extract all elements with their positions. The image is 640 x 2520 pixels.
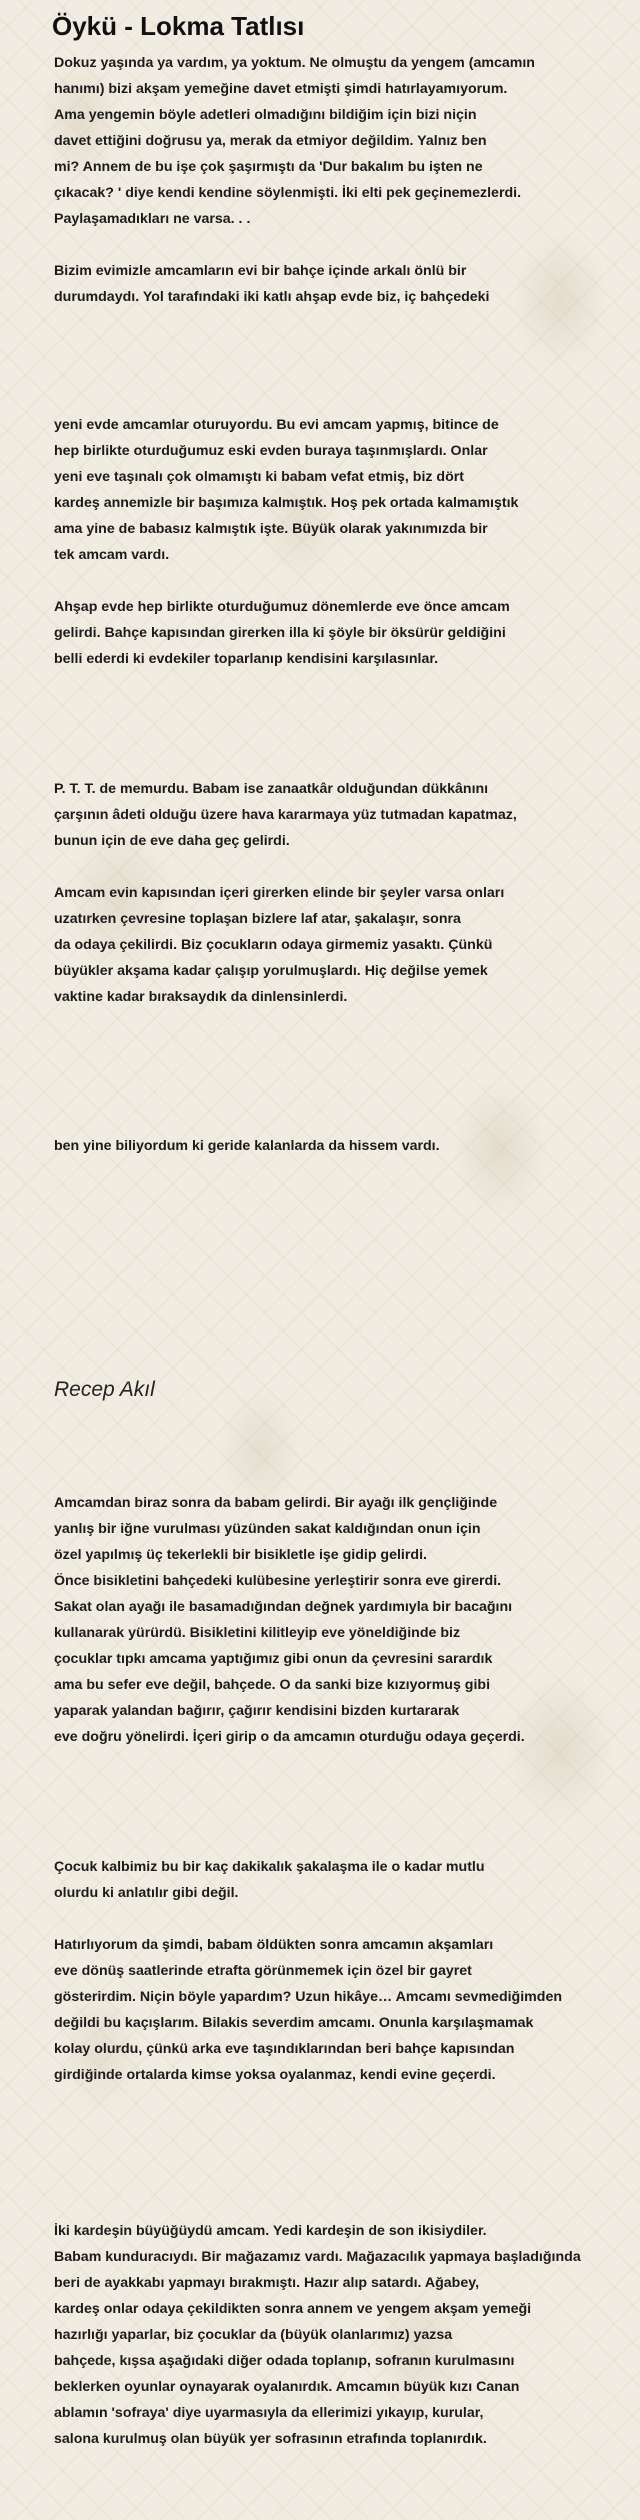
paragraph-9: Çocuk kalbimiz bu bir kaç dakikalık şakalaşma ile o kadar mutlu olurdu ki anlatılır gibi değil. [54, 1859, 485, 1901]
paragraph-3: yeni evde amcamlar oturuyordu. Bu evi amcam yapmış, bitince de hep birlikte oturduğumuz eski evden buraya taşınmışlardı. Onlar yeni eve taşınalı çok olmamıştı ki babam vefat etmiş, biz dört kardeş annemizle bir başımıza kalmıştık. Hoş pek ortada kalmamıştık ama yine de babasız kalmıştık işte. Büyük olarak yakınımızda bir tek amcam vardı. [54, 417, 519, 563]
paragraph-8: Amcamdan biraz sonra da babam gelirdi. Bir ayağı ilk gençliğinde yanlış bir iğne vurulması yüzünden sakat kaldığından onun için özel yapılmış üç tekerlekli bir bisikletle işe gidip gelirdi. Önce bisikletini bahçedeki kulübesine yerleştirir sonra eve girerdi. Sakat olan ayağı ile basamadığından değnek yardımıyla bir bacağını kullanarak yürürdü. Bisikletini kilitleyip eve yöneldiğinde biz çocuklar tıpkı amcama yaptığımız gibi onun da çevresini sarardık ama bu sefer eve değil, bahçede. O da sanki bize kızıyormuş gibi yaparak yalandan bağırır, çağırır kendisini bizden kurtararak eve doğru yönelirdi. İçeri girip o da amcamın oturduğu odaya geçerdi. [54, 1495, 525, 1745]
paragraph-4: Ahşap evde hep birlikte oturduğumuz dönemlerde eve önce amcam gelirdi. Bahçe kapısından girerken illa ki şöyle bir öksürür geldiğini belli ederdi ki evdekiler toparlanıp kendisini karşılasınlar. [54, 599, 510, 667]
paragraph-1: Dokuz yaşında ya vardım, ya yoktum. Ne olmuştu da yengem (amcamın hanımı) bizi akşam yemeğine davet etmişti şimdi hatırlayamıyorum. Ama yengemin böyle adetleri olmadığını bildiğim için bizi niçin davet ettiğini doğrusu ya, merak da etmiyor değildim. Yalnız ben mi? Annem de bu işe çok şaşırmıştı da 'Dur bakalım bu işten ne çıkacak? ' diye kendi kendine söylenmişti. İki elti pek geçinemezlerdi. Paylaşamadıkları ne varsa. . . [54, 55, 535, 227]
paragraph-10: Hatırlıyorum da şimdi, babam öldükten sonra amcamın akşamları eve dönüş saatlerinde etrafta görünmemek için özel bir gayret gösterirdim. Niçin böyle yapardım? Uzun hikâye… Amcamı sevmediğimden değildi bu kaçışlarım. Bilakis severdim amcamı. Onunla karşılaşmamak kolay olurdu, çünkü arka eve taşındıklarından beri bahçe kapısından girdiğinde ortalarda kimse yoksa oyalanmaz, kendi evine geçerdi. [54, 1937, 562, 2083]
story-title: Öykü - Lokma Tatlısı [52, 11, 305, 41]
paragraph-2: Bizim evimizle amcamların evi bir bahçe içinde arkalı önlü bir durumdaydı. Yol tarafındaki iki katlı ahşap evde biz, iç bahçedeki [54, 263, 490, 305]
paragraph-5: P. T. T. de memurdu. Babam ise zanaatkâr olduğundan dükkânını çarşının âdeti olduğu üzere hava kararmaya yüz tutmadan kapatmaz, bunun için de eve daha geç gelirdi. [54, 781, 517, 849]
author-name: Recep Akıl [54, 1378, 155, 1401]
paragraph-11: İki kardeşin büyüğüydü amcam. Yedi kardeşin de son ikisiydiler. Babam kunduracıydı. Bir mağazamız vardı. Mağazacılık yapmaya başladığında beri de ayakkabı yapmayı bırakmıştı. Hazır alıp satardı. Ağabey, kardeş onlar odaya çekildikten sonra annem ve yengem akşam yemeği hazırlığı yaparlar, biz çocuklar da (büyük olanlarımız) yazsa bahçede, kışsa aşağıdaki diğer odada toplanıp, sofranın kurulmasını beklerken oyunlar oynayarak oyalanırdık. Amcamın büyük kızı Canan ablamın 'sofraya' diye uyarmasıyla da ellerimizi yıkayıp, kurular, salona kurulmuş olan büyük yer sofrasının etrafında toplanırdık. [54, 2223, 581, 2447]
paragraph-7: ben yine biliyordum ki geride kalanlarda da hissem vardı. [54, 1138, 440, 1154]
paragraph-6: Amcam evin kapısından içeri girerken elinde bir şeyler varsa onları uzatırken çevresine toplaşan bizlere laf atar, şakalaşır, sonra da odaya çekilirdi. Biz çocukların odaya girmemiz yasaktı. Çünkü büyükler akşama kadar çalışıp yorulmuşlardı. Hiç değilse yemek vaktine kadar bıraksaydık da dinlensinlerdi. [54, 885, 505, 1005]
